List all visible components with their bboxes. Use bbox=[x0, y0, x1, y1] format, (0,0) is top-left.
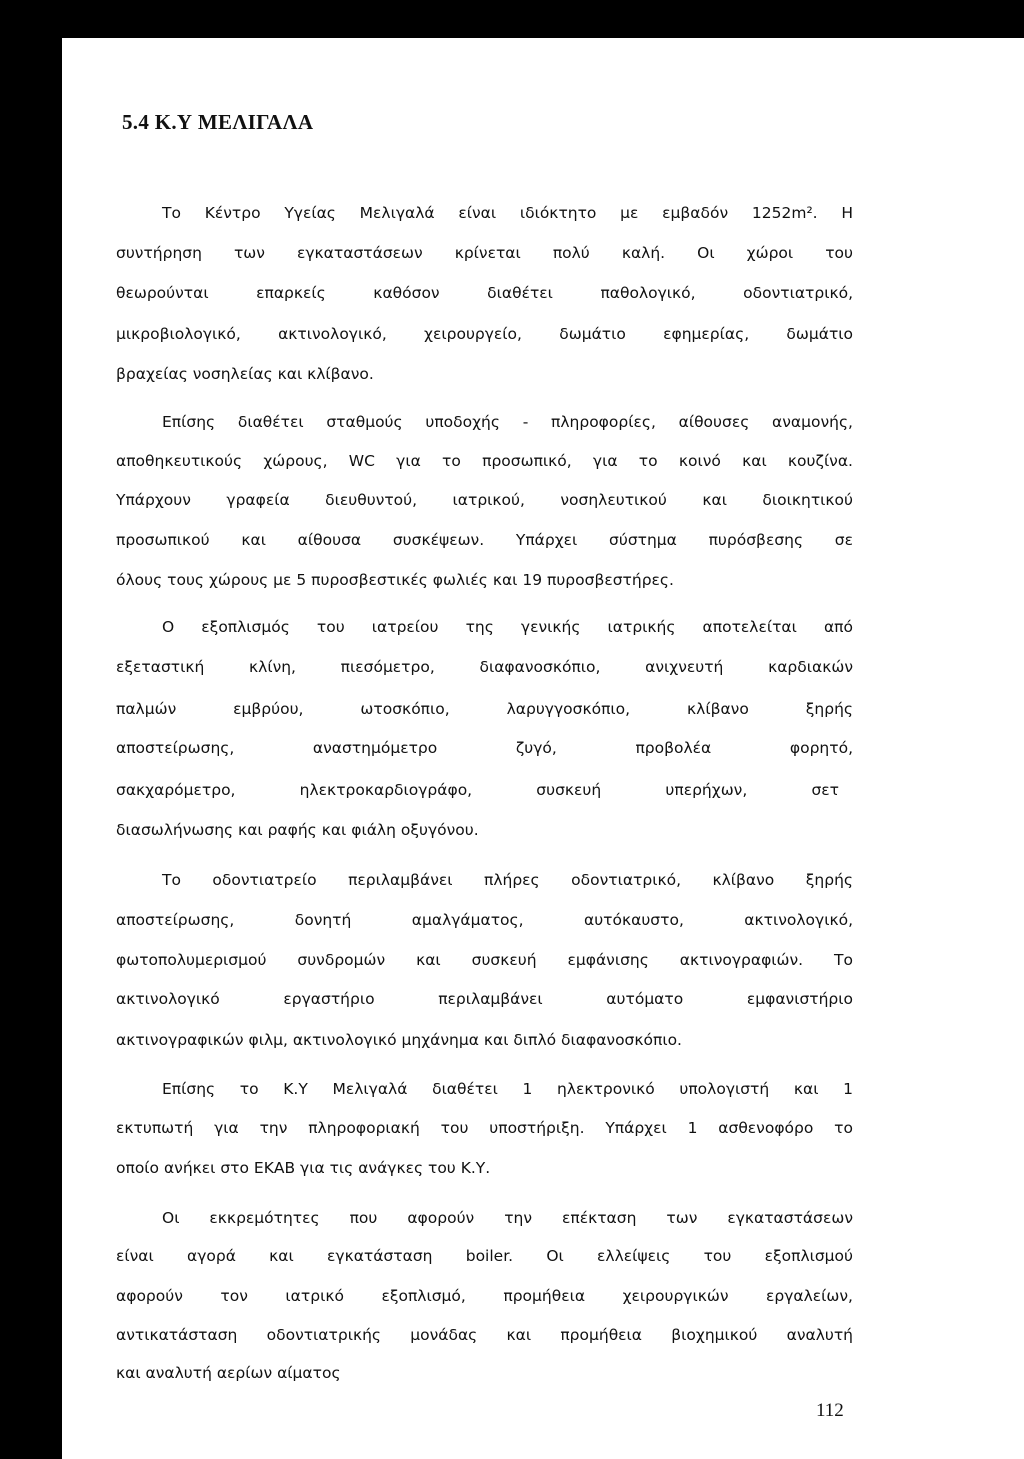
paragraph-line: εκτυπωτή για την πληροφοριακή του υποστήριξη. Υπάρχει 1 ασθενοφόρο το bbox=[116, 1119, 853, 1137]
section-heading: 5.4 Κ.Υ ΜΕΛΙΓΑΛΑ bbox=[122, 110, 314, 134]
paragraph-line: Υπάρχουν γραφεία διευθυντού, ιατρικού, νοσηλευτικού και διοικητικού bbox=[116, 491, 853, 509]
paragraph-line: αφορούν τον ιατρικό εξοπλισμό, προμήθεια χειρουργικών εργαλείων, bbox=[116, 1287, 853, 1305]
paragraph-line: αποθηκευτικούς χώρους, WC για το προσωπικό, για το κοινό και κουζίνα. bbox=[116, 452, 853, 470]
paragraph-line: Το Κέντρο Υγείας Μελιγαλά είναι ιδιόκτητο με εμβαδόν 1252m². Η bbox=[162, 204, 853, 222]
paragraph-line: Επίσης διαθέτει σταθμούς υποδοχής - πληροφορίες, αίθουσες αναμονής, bbox=[162, 413, 853, 431]
paragraph-line: Ο εξοπλισμός του ιατρείου της γενικής ιατρικής αποτελείται από bbox=[162, 618, 853, 636]
paragraph-line: ακτινογραφικών φιλμ, ακτινολογικό μηχάνημα και διπλό διαφανοσκόπιο. bbox=[116, 1031, 682, 1049]
paragraph-line: αντικατάσταση οδοντιατρικής μονάδας και προμήθεια βιοχημικού αναλυτή bbox=[116, 1326, 853, 1344]
paragraph-line: αποστείρωσης, αναστημόμετρο ζυγό, προβολέα φορητό, bbox=[116, 739, 853, 757]
document-page bbox=[62, 38, 1024, 1459]
paragraph-line: φωτοπολυμερισμού συνδρομών και συσκευή εμφάνισης ακτινογραφιών. Το bbox=[116, 951, 853, 969]
paragraph-line: ακτινολογικό εργαστήριο περιλαμβάνει αυτόματο εμφανιστήριο bbox=[116, 990, 853, 1008]
paragraph-line: Επίσης το Κ.Υ Μελιγαλά διαθέτει 1 ηλεκτρονικό υπολογιστή και 1 bbox=[162, 1080, 853, 1098]
paragraph-line: εξεταστική κλίνη, πιεσόμετρο, διαφανοσκόπιο, ανιχνευτή καρδιακών bbox=[116, 658, 853, 676]
paragraph-line: είναι αγορά και εγκατάσταση boiler. Οι ελλείψεις του εξοπλισμού bbox=[116, 1247, 853, 1265]
paragraph-line: διασωλήνωσης και ραφής και φιάλη οξυγόνου. bbox=[116, 821, 479, 839]
paragraph-line: παλμών εμβρύου, ωτοσκόπιο, λαρυγγοσκόπιο, κλίβανο ξηρής bbox=[116, 700, 853, 718]
paragraph-line: Οι εκκρεμότητες που αφορούν την επέκταση των εγκαταστάσεων bbox=[162, 1209, 853, 1227]
paragraph-line: σακχαρόμετρο, ηλεκτροκαρδιογράφο, συσκευή υπερήχων, σετ bbox=[116, 781, 839, 799]
paragraph-line: μικροβιολογικό, ακτινολογικό, χειρουργείο, δωμάτιο εφημερίας, δωμάτιο bbox=[116, 325, 853, 343]
paragraph-line: και αναλυτή αερίων αίματος bbox=[116, 1364, 341, 1382]
paragraph-line: βραχείας νοσηλείας και κλίβανο. bbox=[116, 365, 374, 383]
page-number: 112 bbox=[816, 1400, 844, 1421]
paragraph-line: θεωρούνται επαρκείς καθόσον διαθέτει παθολογικό, οδοντιατρικό, bbox=[116, 284, 853, 302]
paragraph-line: οποίο ανήκει στο ΕΚΑΒ για τις ανάγκες του Κ.Υ. bbox=[116, 1159, 491, 1177]
paragraph-line: αποστείρωσης, δονητή αμαλγάματος, αυτόκαυστο, ακτινολογικό, bbox=[116, 911, 853, 929]
paragraph-line: συντήρηση των εγκαταστάσεων κρίνεται πολύ καλή. Οι χώροι του bbox=[116, 244, 853, 262]
paragraph-line: προσωπικού και αίθουσα συσκέψεων. Υπάρχει σύστημα πυρόσβεσης σε bbox=[116, 531, 853, 549]
paragraph-line: όλους τους χώρους με 5 πυροσβεστικές φωλιές και 19 πυροσβεστήρες. bbox=[116, 571, 674, 589]
paragraph-line: Το οδοντιατρείο περιλαμβάνει πλήρες οδοντιατρικό, κλίβανο ξηρής bbox=[162, 871, 853, 889]
